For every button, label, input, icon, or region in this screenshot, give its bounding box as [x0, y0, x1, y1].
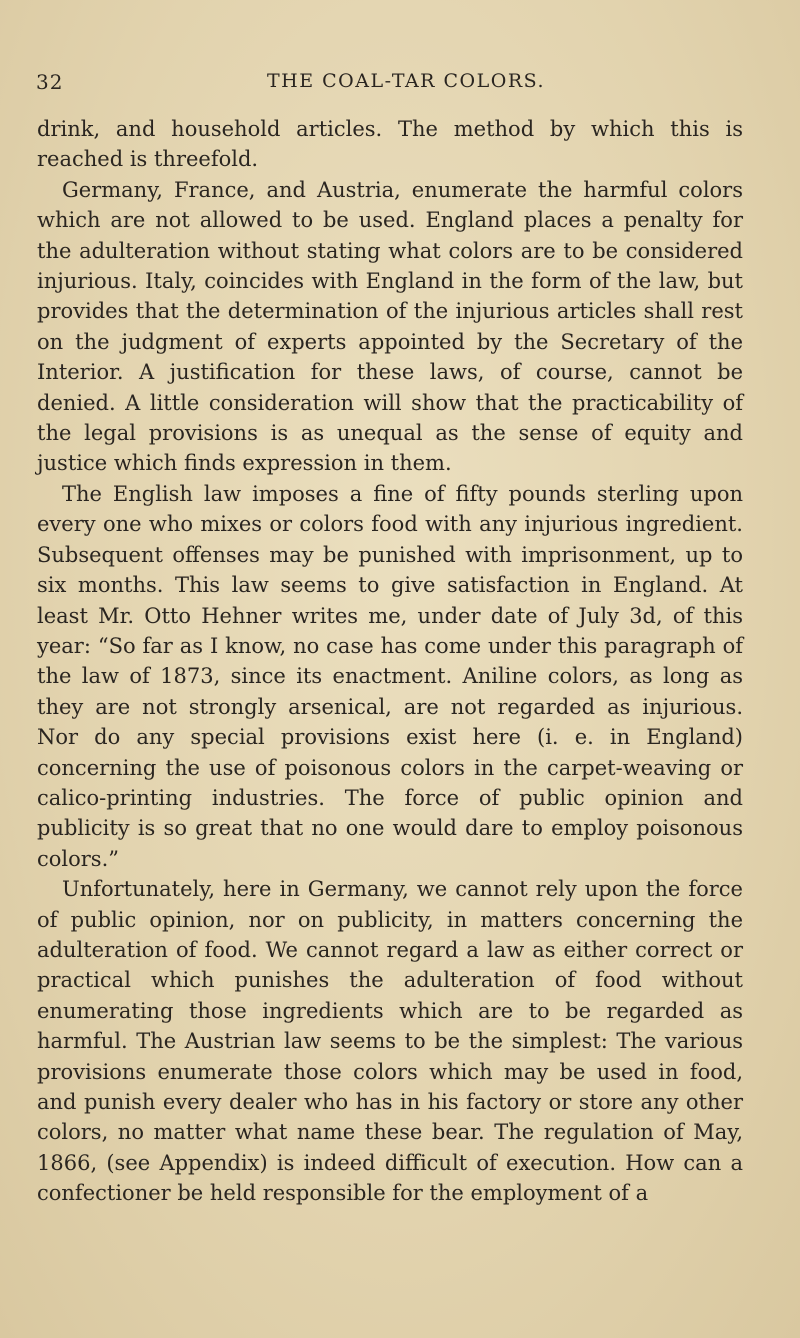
paragraph: Germany, France, and Austria, enumerate the harmful colors which are not allowed to be used. England places a penalty for the adulteration without stating what colors are to be considered injurious. Italy, coincides with England in the form of the law, but provides that the determination of the injurious articles shall rest on the judgment of experts appointed by the Secretary of the Interior. A justification for these laws, of course, cannot be denied. A little consideration will show that the practicability of the legal provisions is as unequal as the sense of equity and justice which finds expression in them. — [37, 177, 743, 476]
paragraph: drink, and household articles. The method by which this is reached is threefold. — [37, 117, 743, 172]
paragraph: The English law imposes a fine of fifty pounds sterling upon every one who mixes or colors food with any injurious ingredient. Subsequent offenses may be punished with imprisonment, up to six months. This law seems to give satisfaction in England. At least Mr. Otto Hehner writes me, under date of July 3d, of this year: “So far as I know, no case has come under this paragraph of the law of 1873, since its enactment. Aniline colors, as long as they are not strongly arsenical, are not regarded as injurious. Nor do any special provisions exist here (i. e. in England) concerning the use of poisonous colors in the carpet-weaving or calico-printing industries. The force of public opinion and publicity is so great that no one would dare to employ poisonous colors.” — [37, 481, 743, 871]
running-head — [36, 70, 746, 100]
paragraph: Unfortunately, here in Germany, we cannot rely upon the force of public opinion, nor on publicity, in matters concerning the adulteration of food. We cannot regard a law as either correct or practical which punishes the adulteration of food without enumerating those ingredients which are to be regarded as harmful. The Austrian law seems to be the simplest: The various provisions enumerate those colors which may be used in food, and punish every dealer who has in his factory or store any other colors, no matter what name these bear. The regulation of May, 1866, (see Appendix) is indeed difficult of execution. How can a confectioner be held responsible for the employment of a — [37, 877, 743, 1206]
body-text — [37, 114, 743, 1209]
running-title: THE COAL-TAR COLORS. — [266, 70, 546, 92]
page-number: 32 — [36, 70, 64, 94]
